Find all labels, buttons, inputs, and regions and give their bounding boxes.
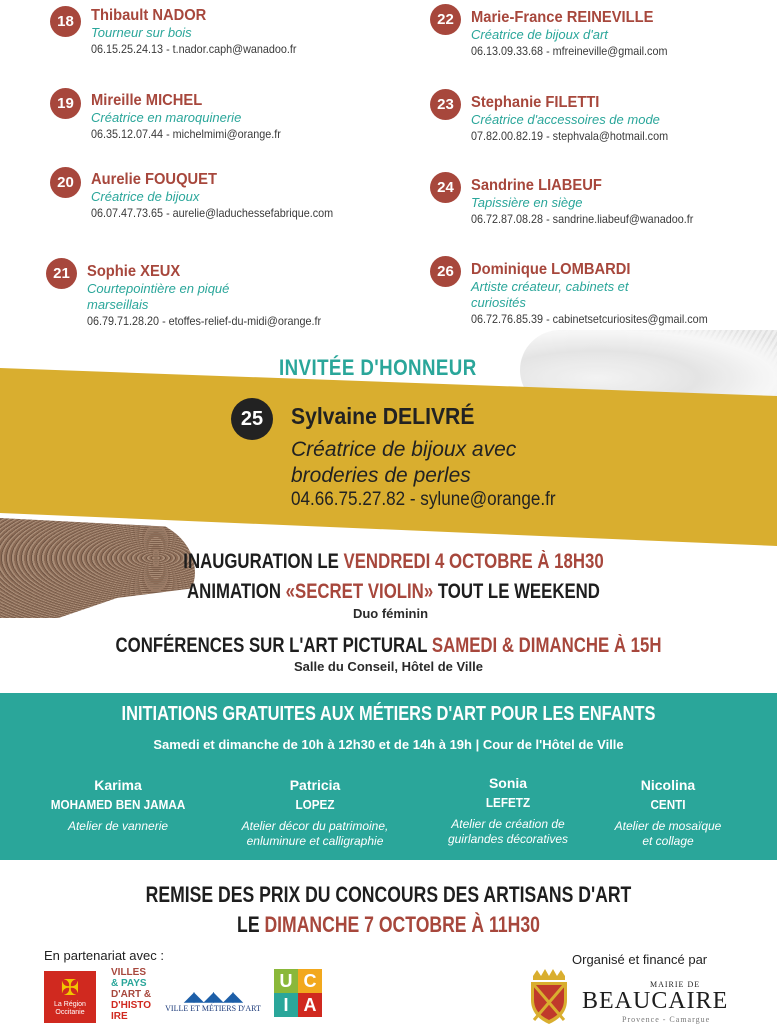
ucia-letter: C: [298, 969, 322, 993]
workshop-last-name: MOHAMED BEN JAMAA: [50, 797, 186, 812]
prize-line-2: [78, 912, 700, 938]
workshop-first-name: Nicolina: [640, 777, 696, 793]
mairie-small-label: MAIRIE DE: [650, 980, 701, 989]
exhibitor-contact: 06.79.71.28.20 - etoffes-relief-du-midi@orange.fr: [87, 314, 322, 328]
villes-logo-line: D'ART &: [111, 989, 152, 1000]
occitanie-logo: [44, 971, 96, 1023]
workshop-last-name: LEFETZ: [485, 795, 531, 810]
exhibitor-contact: 06.35.12.07.44 - michelmimi@orange.fr: [91, 127, 281, 141]
exhibitor-number-badge: 18: [50, 6, 81, 37]
inauguration-line: [83, 550, 705, 574]
villes-logo-line: D'HISTO: [111, 1000, 151, 1011]
workshop-first-name: Sonia: [488, 775, 528, 791]
prize-prefix: LE: [237, 912, 265, 937]
ucia-letter: I: [274, 993, 298, 1017]
wave-icon: ◢◣◢◣◢◣: [183, 988, 243, 1004]
exhibitor-contact: 06.72.87.08.28 - sandrine.liabeuf@wanadoo.fr: [471, 212, 694, 226]
villes-logo-line: & PAYS: [111, 978, 147, 989]
honor-name: Sylvaine DELIVRÉ: [291, 403, 475, 429]
exhibitor-21: [46, 258, 386, 329]
prize-line-1: REMISE DES PRIX DU CONCOURS DES ARTISANS D'ART: [145, 882, 632, 907]
occitan-cross-icon: ✠: [60, 975, 80, 1000]
workshop-description: Atelier de création de guirlandes décoratives: [447, 817, 569, 846]
prize-date: DIMANCHE 7 OCTOBRE À 11H30: [264, 912, 540, 937]
occitanie-logo-text: La Région Occitanie: [54, 1001, 86, 1016]
exhibitor-number-badge: 24: [430, 172, 461, 203]
inauguration-date: VENDREDI 4 OCTOBRE À 18H30: [343, 550, 604, 573]
exhibitor-role: Tourneur sur bois: [91, 25, 192, 40]
vma-logo-text: VILLE ET MÉTIERS D'ART: [165, 1004, 261, 1013]
inauguration-prefix: INAUGURATION LE: [183, 550, 344, 573]
exhibitor-contact: 06.15.25.24.13 - t.nador.caph@wanadoo.fr: [91, 42, 297, 56]
animation-name: «SECRET VIOLIN»: [285, 580, 434, 603]
workshop-sonia: [423, 773, 593, 847]
exhibitor-24: [430, 172, 770, 227]
exhibitor-number-badge: 23: [430, 89, 461, 120]
animation-note: Duo féminin: [352, 606, 429, 621]
exhibitor-number-badge: 22: [430, 4, 461, 35]
exhibitor-19: [50, 88, 390, 142]
villes-logo-line: VILLES: [111, 967, 147, 978]
conferences-prefix: CONFÉRENCES SUR L'ART PICTURAL: [115, 634, 432, 657]
exhibitor-contact: 06.07.47.73.65 - aurelie@laduchessefabrique.com: [91, 206, 334, 220]
ucia-logo: [274, 969, 322, 1017]
exhibitor-name: Sophie XEUX: [87, 263, 181, 280]
exhibitor-name: Sandrine LIABEUF: [471, 177, 602, 194]
partners-label: En partenariat avec :: [44, 948, 164, 963]
exhibitor-role: Créatrice d'accessoires de mode: [471, 112, 660, 127]
honor-contact: 04.66.75.27.82 - sylune@orange.fr: [291, 489, 556, 510]
honor-role: Créatrice de bijoux avec broderies de perles: [291, 438, 517, 487]
exhibitor-name: Stephanie FILETTI: [471, 94, 600, 111]
exhibitor-name: Mireille MICHEL: [91, 92, 203, 109]
ville-metiers-art-logo: [165, 988, 261, 1022]
exhibitor-contact: 07.82.00.82.19 - stephvala@hotmail.com: [471, 129, 669, 143]
exhibitor-26: [430, 256, 770, 327]
exhibitor-18: [50, 6, 390, 57]
exhibitor-number-badge: 21: [46, 258, 77, 289]
exhibitor-name: Thibault NADOR: [91, 7, 207, 24]
exhibitor-role: Créatrice de bijoux: [91, 189, 200, 204]
exhibitor-22: [430, 4, 770, 59]
mairie-tagline: Provence - Camargue: [622, 1015, 711, 1024]
exhibitor-role: Artiste créateur, cabinets et curiosités: [471, 279, 629, 310]
kids-title: INITIATIONS GRATUITES AUX MÉTIERS D'ART POUR LES ENFANTS: [121, 703, 656, 725]
organiser-label: Organisé et financé par: [572, 952, 708, 967]
conferences-note: Salle du Conseil, Hôtel de Ville: [293, 659, 484, 674]
workshop-last-name: LOPEZ: [295, 797, 335, 812]
workshop-first-name: Patricia: [289, 777, 341, 793]
exhibitor-name: Dominique LOMBARDI: [471, 261, 631, 278]
workshop-description: Atelier de mosaïque et collage: [614, 819, 722, 848]
ucia-letter: U: [274, 969, 298, 993]
exhibitor-role: Tapissière en siège: [471, 195, 583, 210]
animation-prefix: ANIMATION: [187, 580, 286, 603]
exhibitor-number-badge: 20: [50, 167, 81, 198]
workshop-nicolina: [583, 775, 753, 849]
exhibitor-23: [430, 89, 770, 144]
conferences-line: [78, 634, 700, 658]
exhibitor-contact: 06.72.76.85.39 - cabinetsetcuriosites@gmail.com: [471, 312, 708, 326]
kids-subtitle: Samedi et dimanche de 10h à 12h30 et de 14h à 19h | Cour de l'Hôtel de Ville: [153, 737, 624, 752]
mairie-name: BEAUCAIRE: [582, 988, 729, 1014]
conferences-date: SAMEDI & DIMANCHE À 15H: [431, 634, 662, 657]
ucia-letter: A: [298, 993, 322, 1017]
exhibitor-contact: 06.13.09.33.68 - mfreineville@gmail.com: [471, 44, 668, 58]
exhibitor-role: Créatrice de bijoux d'art: [471, 27, 608, 42]
exhibitor-name: Aurelie FOUQUET: [91, 171, 217, 188]
workshop-karima: [33, 775, 203, 834]
animation-suffix: TOUT LE WEEKEND: [433, 580, 600, 603]
beaucaire-crest-icon: [527, 966, 571, 1026]
honor-number-badge: 25: [231, 398, 273, 440]
exhibitor-role: Créatrice en maroquinerie: [91, 110, 242, 125]
workshop-first-name: Karima: [94, 777, 142, 793]
exhibitor-name: Marie-France REINEVILLE: [471, 9, 654, 26]
workshop-patricia: [230, 775, 400, 849]
animation-line: [83, 580, 705, 604]
workshop-last-name: CENTI: [650, 797, 686, 812]
exhibitor-number-badge: 19: [50, 88, 81, 119]
workshop-description: Atelier de vannerie: [67, 819, 169, 833]
exhibitor-role: Courtepointière en piqué marseillais: [87, 281, 230, 312]
villes-logo-line: IRE: [111, 1011, 128, 1022]
villes-pays-art-histoire-logo: [111, 967, 153, 1023]
honor-title: INVITÉE D'HONNEUR: [279, 355, 477, 380]
workshop-description: Atelier décor du patrimoine, enluminure et calligraphie: [241, 819, 389, 848]
exhibitor-20: [50, 167, 390, 221]
exhibitor-number-badge: 26: [430, 256, 461, 287]
